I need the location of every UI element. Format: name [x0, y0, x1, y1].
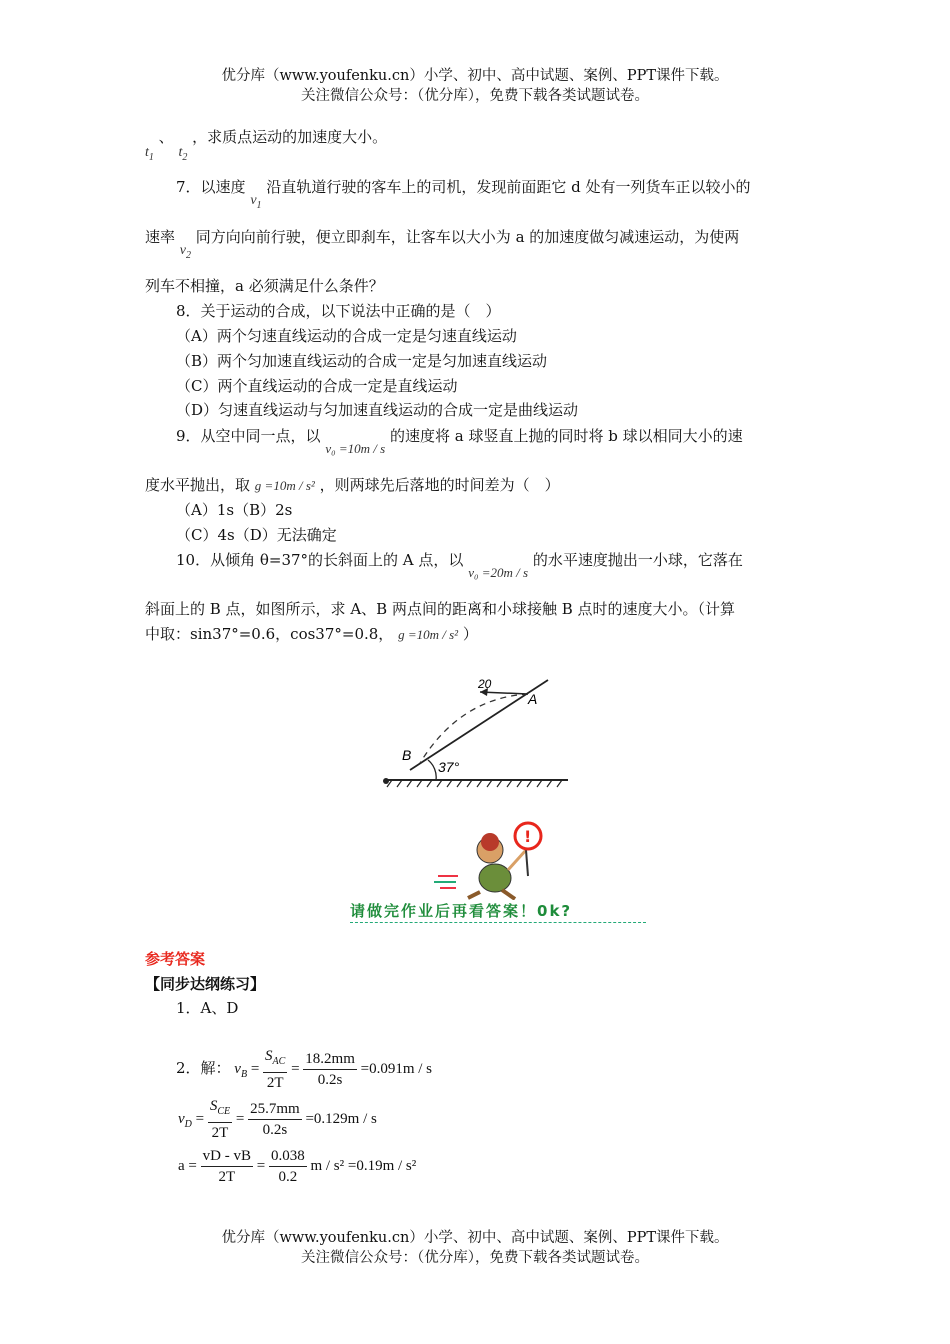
header-line-1: 优分库（www.youfenku.cn）小学、初中、高中试题、案例、PPT课件下载。: [221, 68, 729, 84]
answer-2-eq-2: $v_D$ = $\frac{S_{CE}}{2T}$ = $\frac{25.7mm}{0.2s}$ =0.129m / s: [178, 1098, 377, 1141]
q8-option-c: （C）两个直线运动的合成一定是直线运动: [176, 377, 458, 395]
footer-line-2: 关注微信公众号：（优分库），免费下载各类试题试卷。: [301, 1250, 649, 1266]
q6-tail: $t_1$ 、 $t_2$ ，求质点运动的加速度大小。: [145, 128, 388, 163]
point-a-label: A: [528, 691, 538, 707]
angle-label: 37°: [438, 759, 460, 775]
reminder-banner: [350, 820, 650, 928]
q10-line-1: 10．从倾角 θ=37°的长斜面上的 A 点，以 v₀ =20m / s 的水平速度抛出一小球，它落在: [176, 551, 743, 580]
answers-title: 参考答案: [145, 950, 206, 968]
t2-symbol: $t_2$: [178, 145, 188, 163]
q10-line-3: 中取：sin37°=0.6，cos37°=0.8， g =10m / s² ）: [145, 625, 478, 643]
t1-symbol: $t_1$: [145, 145, 154, 163]
q7-line-3: 列车不相撞，a 必须满足什么条件？: [145, 277, 384, 295]
svg-text:!: !: [524, 827, 532, 846]
q10-line-2: 斜面上的 B 点，如图所示，求 A、B 两点间的距离和小球接触 B 点时的速度大小。（计算: [145, 600, 736, 618]
incline-figure: [380, 668, 570, 790]
q9-line-2: 度水平抛出，取 g =10m / s² ，则两球先后落地的时间差为（ ）: [145, 476, 560, 494]
footer-line-1: 优分库（www.youfenku.cn）小学、初中、高中试题、案例、PPT课件下载。: [221, 1230, 729, 1246]
header-line-2: 关注微信公众号：（优分库），免费下载各类试题试卷。: [301, 88, 649, 104]
ground-hatching: [387, 780, 562, 787]
v0-expr-2: v₀ =20m / s: [468, 565, 529, 580]
answer-2-eq-1: 2．解： $v_B$ = $\frac{S_{AC}}{2T}$ = $\frac{18.2mm}{0.2s}$ =0.091m / s: [176, 1048, 433, 1091]
banner-text: 请做完作业后再看答案！0k?: [350, 900, 646, 923]
velocity-label: 20: [478, 677, 492, 691]
angle-arc: [428, 760, 436, 780]
q8-option-d: （D）匀速直线运动与匀加速直线运动的合成一定是曲线运动: [176, 401, 579, 419]
g-expr-2: g =10m / s²: [398, 627, 459, 642]
answers-section: 【同步达纲练习】: [145, 975, 266, 993]
answer-1: 1．A、D: [176, 999, 239, 1017]
v2-symbol: $v_2$: [179, 243, 192, 261]
g-expr: g =10m / s²: [254, 478, 315, 493]
answer-2-eq-3: a = $\frac{vD - vB}{2T}$ = $\frac{0.038}{0.2}$ m / s² =0.19m / s²: [178, 1148, 417, 1185]
q9-options-1: （A）1s（B）2s: [176, 501, 293, 519]
q7-line-2: 速率 $v_2$ 同方向向前行驶，便立即刹车，让客车以大小为 a 的加速度做匀减速运动，为使两: [145, 228, 740, 261]
v1-symbol: $v_1$: [250, 193, 262, 211]
q8-option-a: （A）两个匀速直线运动的合成一定是匀速直线运动: [176, 327, 517, 345]
cartoon-illustration: [350, 820, 650, 900]
point-b-label: B: [402, 747, 412, 763]
q9-options-2: （C）4s（D）无法确定: [176, 526, 337, 544]
q8-option-b: （B）两个匀加速直线运动的合成一定是匀加速直线运动: [176, 352, 548, 370]
q7-line-1: 7．以速度 $v_1$ 沿直轨道行驶的客车上的司机，发现前面距它 d 处有一列货车正以较小的: [176, 178, 751, 211]
v0-expr: v₀ =10m / s: [325, 441, 386, 456]
ground-end-dot: [383, 778, 389, 784]
q9-line-1: 9．从空中同一点，以 v₀ =10m / s 的速度将 a 球竖直上抛的同时将 b 球以相同大小的速: [176, 427, 743, 456]
q8-stem: 8．关于运动的合成，以下说法中正确的是（ ）: [176, 302, 501, 320]
